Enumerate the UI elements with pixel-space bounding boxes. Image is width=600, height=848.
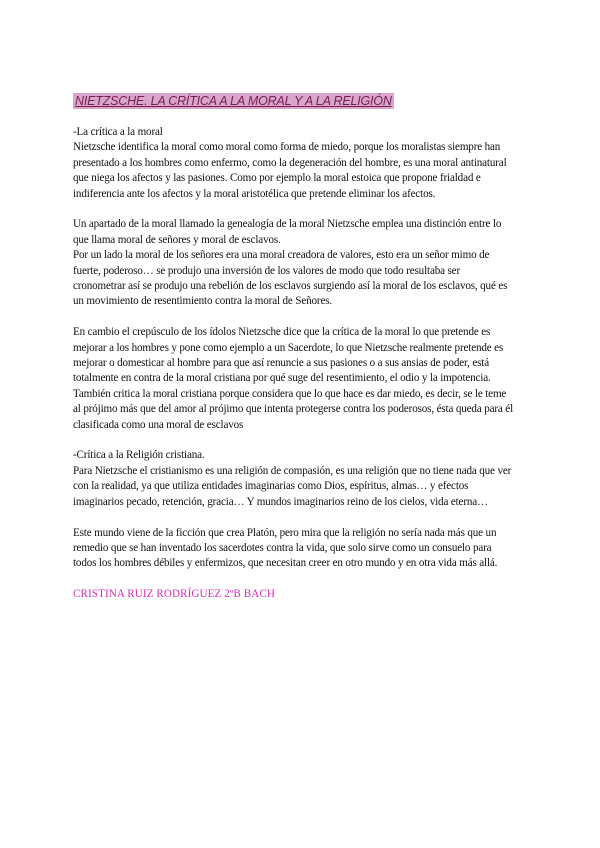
- paragraph-line: remedio que se han inventado los sacerdotes contra la vida, que solo sirve como un consuelo para: [73, 541, 492, 554]
- paragraph-genealogy: [73, 217, 533, 309]
- document-title: NIETZSCHE. LA CRÍTICA A LA MORAL Y A LA RELIGIÓN: [75, 94, 392, 108]
- paragraph-line: con la realidad, ya que utiliza entidades imaginarias como Dios, espíritus, almas… y efectos: [73, 480, 469, 493]
- paragraph-line: Para Nietzsche el cristianismo es una religión de compasión, es una religión que no tiene nada que ver: [73, 464, 512, 477]
- section-heading-religion: -Crítica a la Religión cristiana.: [73, 449, 205, 462]
- paragraph-line: Este mundo viene de la ficción que crea Platón, pero mira que la religión no sería nada más que un: [73, 526, 497, 539]
- author-signature: CRISTINA RUIZ RODRÍGUEZ 2ºB BACH: [73, 588, 276, 601]
- paragraph-twilight-idols: [73, 325, 533, 433]
- section-heading-moral: -La crítica a la moral: [73, 126, 163, 138]
- paragraph-line: mejorar o domesticar al hombre para que así renuncie a sus pasiones o a sus ansias de poder, está: [73, 357, 489, 370]
- section-moral-intro: [73, 125, 533, 202]
- paragraph-line: mejorar a los hombres y pone como ejemplo a un Sacerdote, lo que Nietzsche realmente pretende es: [73, 341, 504, 354]
- paragraph-line: al prójimo más que del amor al prójimo que intenta protegerse contra los poderosos, ésta queda para él: [73, 403, 514, 416]
- paragraph-line: totalmente en contra de la moral cristiana por qué suge del resentimiento, el odio y la impotencia.: [73, 372, 491, 385]
- paragraph-line: cronometrar así se produjo una rebelión de los esclavos surgiendo así la moral de los esclavos, qué es: [73, 280, 508, 293]
- paragraph-line: Un apartado de la moral llamado la genealogía de la moral Nietzsche emplea una distinción entre lo: [73, 218, 502, 231]
- document-page: [73, 92, 533, 602]
- paragraph-line: fuerte, poderoso… se produjo una inversión de los valores de modo que todo resultaba ser: [73, 264, 460, 277]
- paragraph-line: También critica la moral cristiana porque considera que lo que hace es dar miedo, es decir, se le teme: [73, 387, 507, 400]
- paragraph-line: clasificada como una moral de esclavos: [73, 418, 244, 431]
- paragraph-line: Por un lado la moral de los señores era una moral creadora de valores, esto era un señor mimo de: [73, 249, 490, 262]
- paragraph-plato: [73, 526, 533, 572]
- paragraph-line: En cambio el crepúsculo de los ídolos Nietzsche dice que la crítica de la moral lo que pretende es: [73, 326, 491, 339]
- paragraph-line: todos los hombres débiles y enfermizos, que necesitan creer en otro mundo y en otra vida más allá.: [73, 557, 498, 570]
- section-religion: [73, 448, 533, 510]
- paragraph-line: Nietzsche identifica la moral como moral como forma de miedo, porque los moralistas siempre han: [73, 141, 501, 154]
- paragraph-line: imaginarios pecado, retención, gracia… Y mundos imaginarios reino de los cielos, vida eterna…: [73, 495, 488, 508]
- paragraph-line: que niega los afectos y las pasiones. Como por ejemplo la moral estoica que propone frialdad e: [73, 172, 481, 185]
- paragraph-line: un movimiento de resentimiento contra la moral de Señores.: [73, 295, 333, 308]
- paragraph-line: que llama moral de señores y moral de esclavos.: [73, 233, 281, 246]
- paragraph-line: presentado a los hombres como enfermo, como la degeneración del hombre, es una moral antinatural: [73, 156, 507, 169]
- paragraph-line: indiferencia ante los afectos y la moral aristotélica que pretende eliminar los afectos.: [73, 187, 436, 200]
